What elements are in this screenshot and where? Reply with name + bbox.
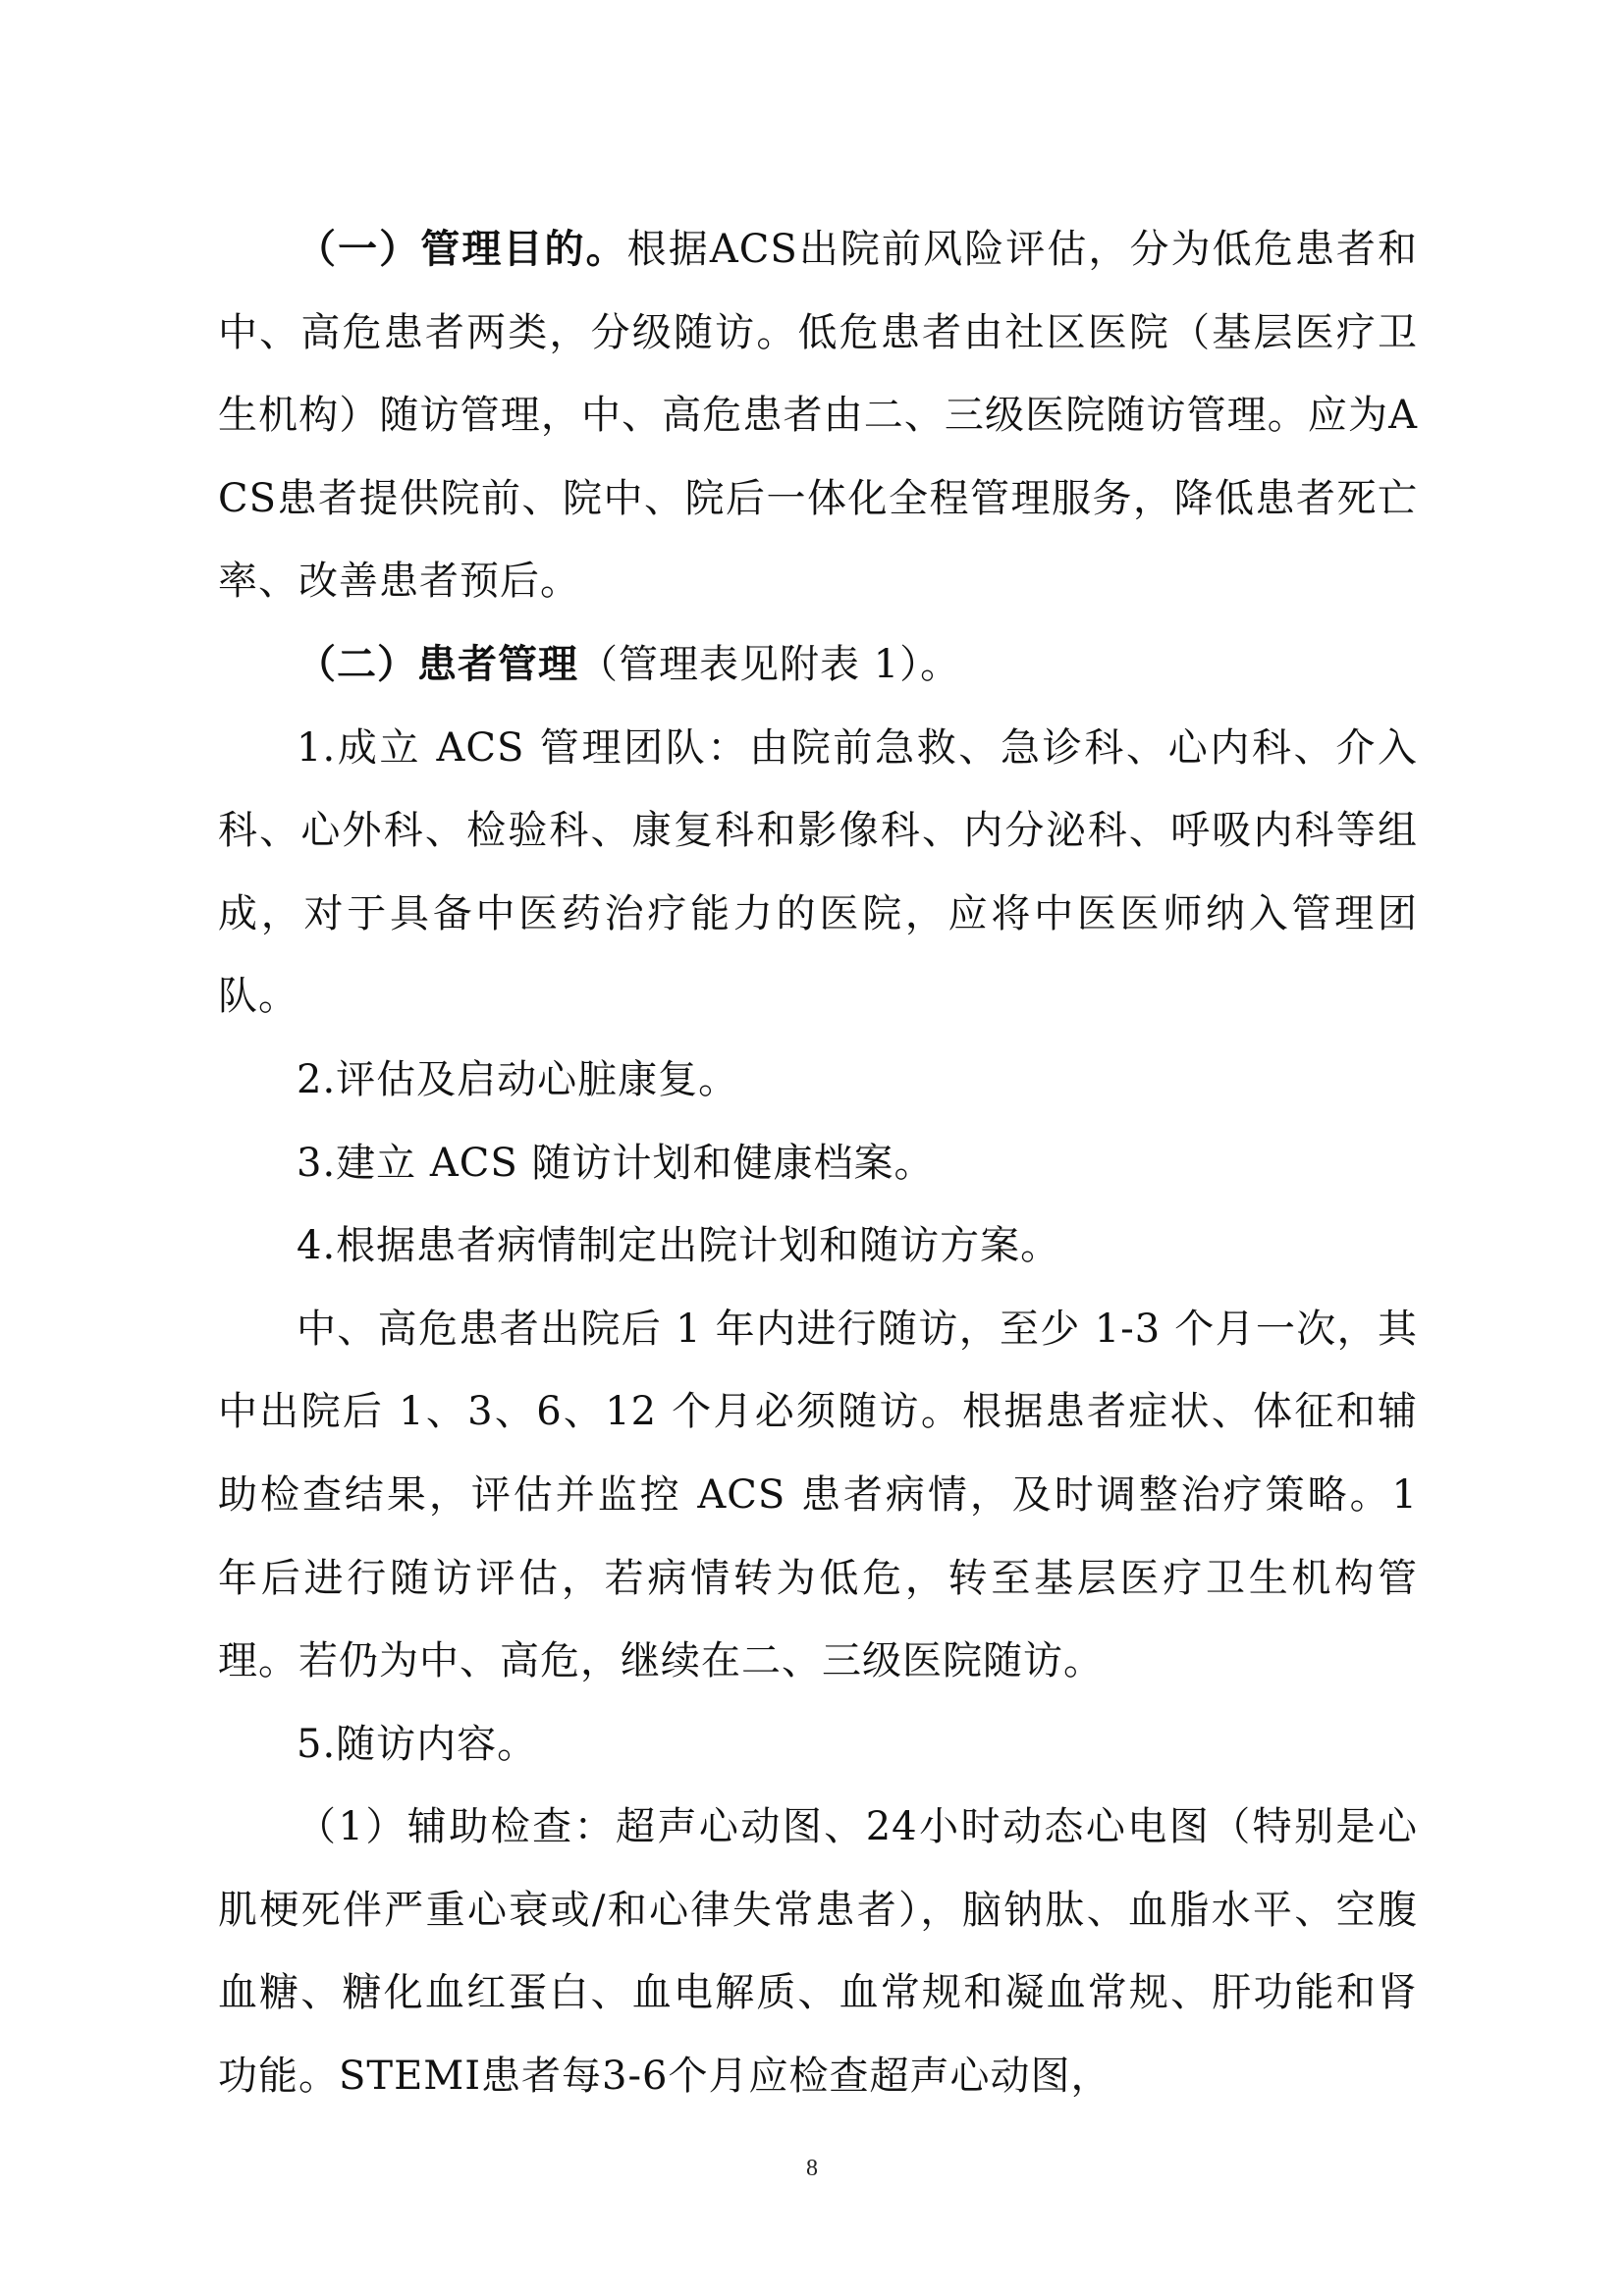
paragraph-auxiliary-exams: （1）辅助检查：超声心动图、24小时动态心电图（特别是心肌梗死伴严重心衰或/和心律失常患者），脑钠肽、血脂水平、空腹血糖、糖化血红蛋白、血电解质、血常规和凝血常规、肝功能和肾功能。STEMI患者每3-6个月应检查超声心动图， xyxy=(218,1804,1418,2100)
paragraph-item-5: 5.随访内容。 xyxy=(297,1721,538,1767)
paragraph-text: 根据ACS出院前风险评估，分为低危患者和中、高危患者两类，分级随访。低危患者由社区医院（基层医疗卫生机构）随访管理，中、高危患者由二、三级医院随访管理。应为ACS患者提供院前、院中、院后一体化全程管理服务，降低患者死亡率、改善患者预后。 xyxy=(218,227,1418,605)
paragraph-item-2: 2.评估及启动心脏康复。 xyxy=(297,1056,739,1102)
heading-management-purpose: （一）管理目的。 xyxy=(297,226,627,272)
paragraph-item-4: 4.根据患者病情制定出院计划和随访方案。 xyxy=(297,1223,1061,1269)
page-number: 8 xyxy=(806,2156,818,2181)
document-body xyxy=(218,208,1418,2118)
paragraph-follow-up-schedule: 中、高危患者出院后 1 年内进行随访，至少 1-3 个月一次，其中出院后 1、3、6、12 个月必须随访。根据患者症状、体征和辅助检查结果，评估并监控 ACS 患者病情，及时调整治疗策略。1 年后进行随访评估，若病情转为低危，转至基层医疗卫生机构管理。若仍为中、高危，继续在二、三级医院随访。 xyxy=(218,1306,1418,1684)
paragraph-patient-management xyxy=(218,623,1418,707)
paragraph-item-1: 1.成立 ACS 管理团队：由院前急救、急诊科、心内科、介入科、心外科、检验科、康复科和影像科、内分泌科、呼吸内科等组成，对于具备中医药治疗能力的医院，应将中医医师纳入管理团队。 xyxy=(218,724,1418,1020)
paragraph-text: （管理表见附表 1）。 xyxy=(578,641,961,687)
paragraph-item-3: 3.建立 ACS 随访计划和健康档案。 xyxy=(297,1140,935,1186)
paragraph-management-purpose xyxy=(218,208,1418,623)
heading-patient-management: （二）患者管理 xyxy=(297,640,578,687)
